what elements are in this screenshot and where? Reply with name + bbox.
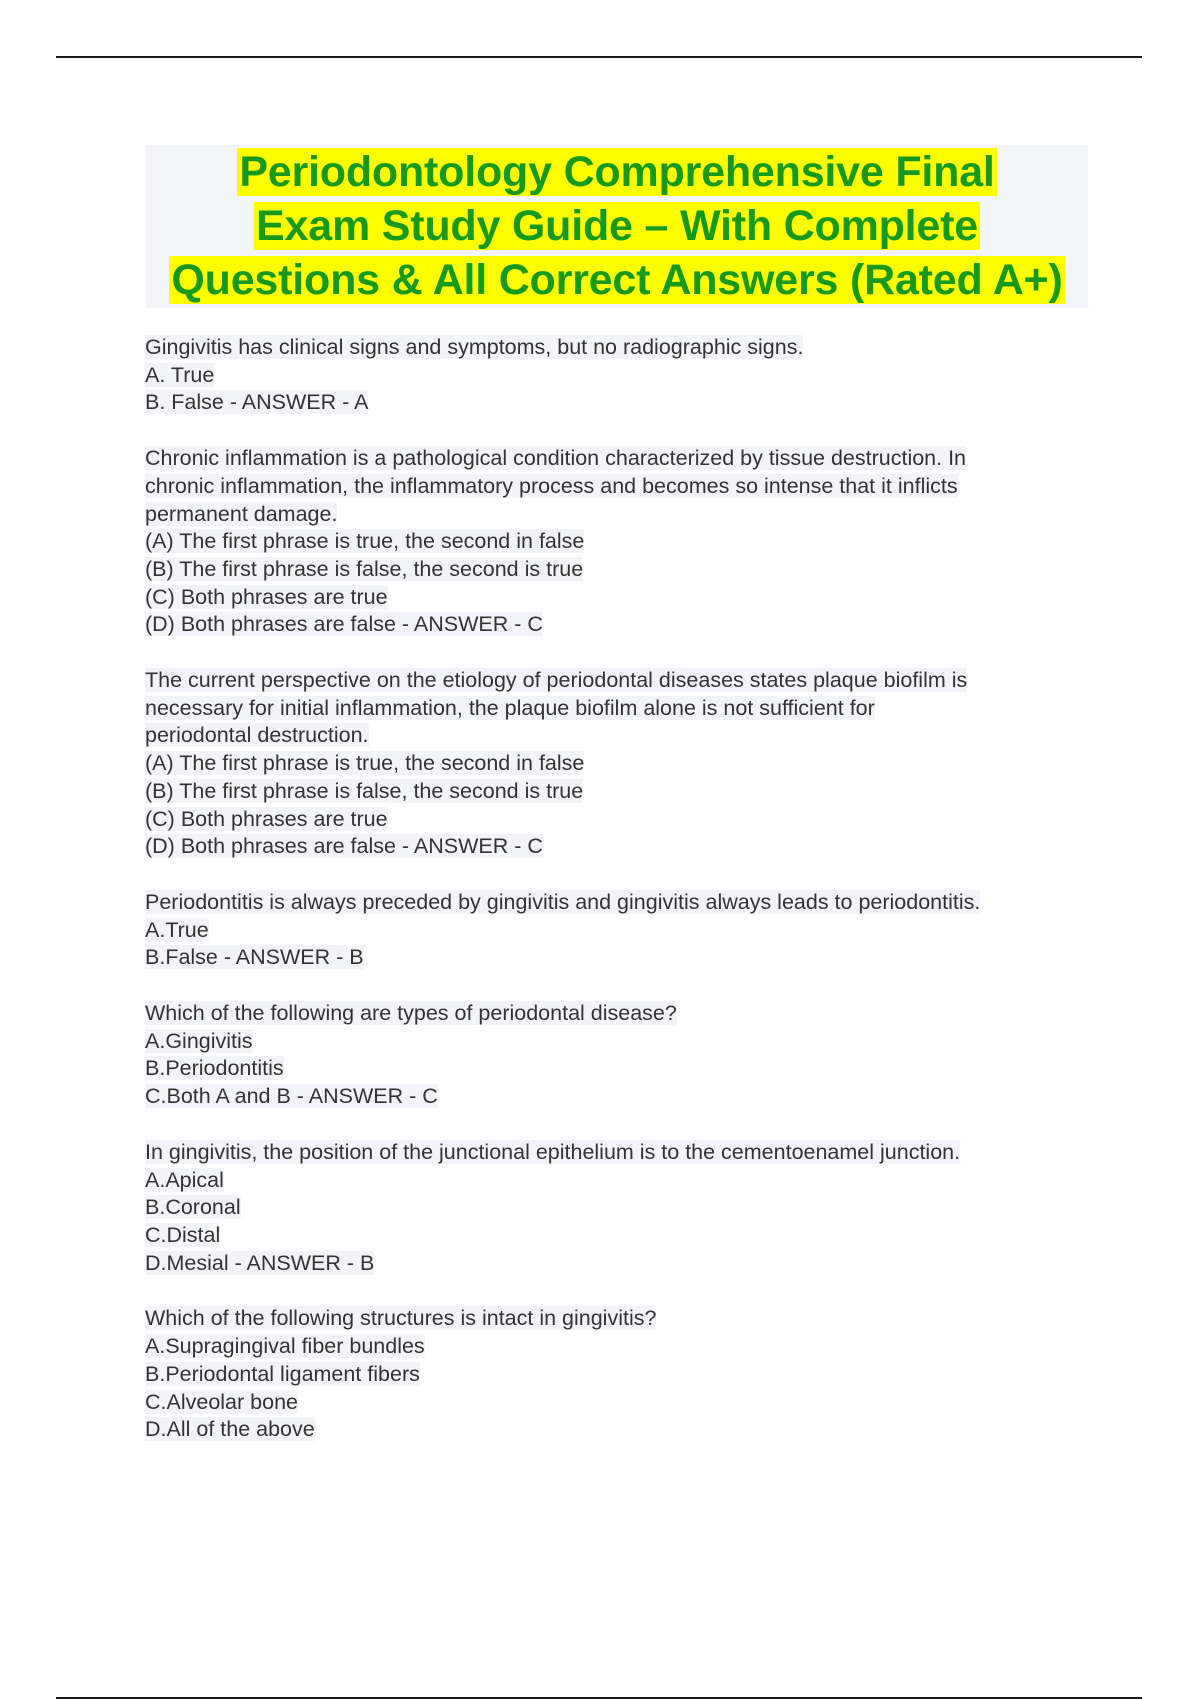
answer-option: A.Apical (145, 1167, 224, 1192)
question-stem: chronic inflammation, the inflammatory process and becomes so intense that it inflicts (145, 473, 958, 498)
top-rule (56, 56, 1142, 58)
question-stem: Which of the following structures is intact in gingivitis? (145, 1306, 657, 1331)
answer-option: A.Gingivitis (145, 1028, 253, 1053)
answer-option: (A) The first phrase is true, the second in false (145, 751, 585, 776)
document-title (146, 145, 1088, 308)
question-stem: necessary for initial inflammation, the plaque biofilm alone is not sufficient for (145, 695, 875, 720)
answer-option: (D) Both phrases are false - ANSWER - C (145, 834, 543, 859)
question-stem: permanent damage. (145, 501, 338, 526)
answer-option: B.Periodontal ligament fibers (145, 1361, 420, 1386)
answer-option: A.True (145, 917, 209, 942)
question-7 (145, 1305, 1105, 1444)
answer-option: C.Distal (145, 1222, 221, 1247)
question-stem: In gingivitis, the position of the junctional epithelium is to the cementoenamel junction. (145, 1139, 961, 1164)
answer-option: C.Alveolar bone (145, 1389, 298, 1414)
question-5 (145, 1000, 1105, 1111)
title-text: Periodontology Comprehensive Final (239, 148, 995, 196)
answer-option: (A) The first phrase is true, the second in false (145, 529, 585, 554)
title-line (146, 199, 1088, 253)
question-stem: Gingivitis has clinical signs and symptoms, but no radiographic signs. (145, 335, 804, 359)
bottom-rule (56, 1697, 1142, 1699)
question-stem: Chronic inflammation is a pathological condition characterized by tissue destruction. In (145, 446, 967, 471)
question-list (145, 334, 1105, 1472)
title-text: Questions & All Correct Answers (Rated A+) (171, 256, 1063, 304)
question-6 (145, 1139, 1105, 1278)
answer-option: D.Mesial - ANSWER - B (145, 1250, 375, 1275)
answer-option: C.Both A and B - ANSWER - C (145, 1084, 438, 1109)
question-3 (145, 667, 1105, 861)
answer-option: (C) Both phrases are true (145, 806, 388, 831)
question-stem: Which of the following are types of periodontal disease? (145, 1001, 677, 1026)
question-stem: Periodontitis is always preceded by gingivitis and gingivitis always leads to periodontitis. (145, 889, 981, 914)
question-4 (145, 889, 1105, 972)
answer-option: B.Periodontitis (145, 1056, 284, 1081)
title-line (146, 253, 1088, 307)
title-line (146, 145, 1088, 199)
answer-option: A.Supragingival fiber bundles (145, 1334, 425, 1359)
answer-option: (B) The first phrase is false, the second is true (145, 556, 584, 581)
question-2 (145, 445, 1105, 639)
question-stem: The current perspective on the etiology of periodontal diseases states plaque biofilm is (145, 668, 968, 693)
answer-option: B. False - ANSWER - A (145, 390, 369, 415)
answer-option: (C) Both phrases are true (145, 584, 388, 609)
answer-option: (D) Both phrases are false - ANSWER - C (145, 612, 543, 637)
title-text: Exam Study Guide – With Complete (256, 202, 978, 250)
answer-option: B.Coronal (145, 1195, 241, 1220)
answer-option: (B) The first phrase is false, the second is true (145, 778, 584, 803)
question-1 (145, 334, 1105, 417)
question-stem: periodontal destruction. (145, 723, 369, 748)
answer-option: A. True (145, 362, 215, 387)
answer-option: B.False - ANSWER - B (145, 945, 364, 970)
answer-option: D.All of the above (145, 1417, 315, 1442)
